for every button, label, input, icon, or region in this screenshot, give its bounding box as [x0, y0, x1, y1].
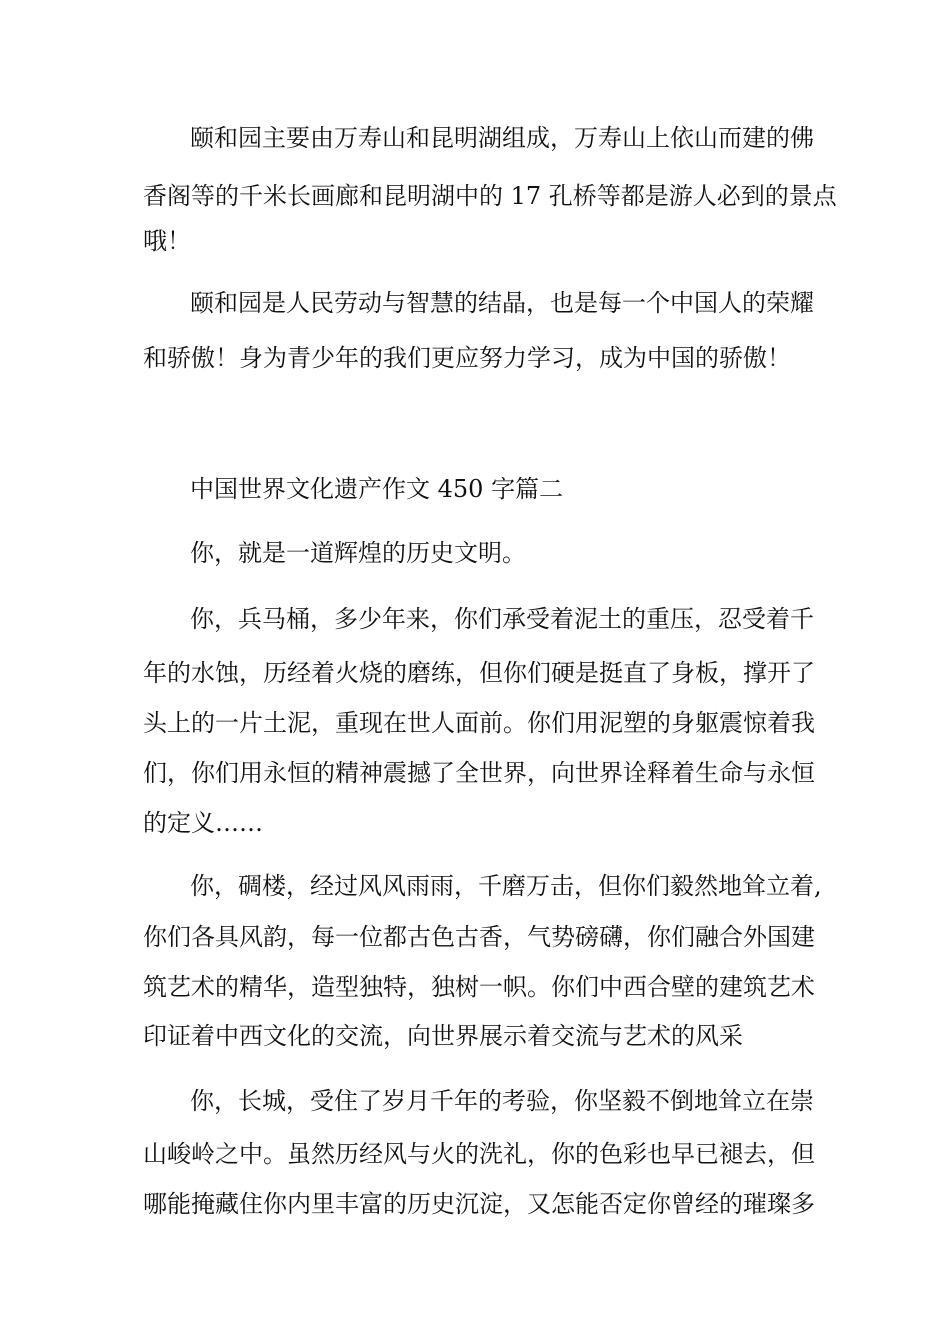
paragraph-1-line-1: 颐和园主要由万寿山和昆明湖组成，万寿山上依山而建的佛	[190, 124, 814, 152]
paragraph-5-line-2: 你们各具风韵，每一位都古色古香，气势磅礴，你们融合外国建	[143, 923, 815, 951]
paragraph-5-line-3: 筑艺术的精华，造型独特，独树一帜。你们中西合壁的建筑艺术	[143, 973, 815, 1001]
paragraph-5-line-1: 你，碉楼，经过风风雨雨，千磨万击，但你们毅然地耸立着,	[190, 872, 822, 900]
paragraph-6-line-3: 哪能掩藏住你内里丰富的历史沉淀，又怎能否定你曾经的璀璨多	[143, 1190, 815, 1218]
paragraph-2-line-2: 和骄傲！身为青少年的我们更应努力学习，成为中国的骄傲！	[143, 344, 791, 372]
paragraph-2-line-1: 颐和园是人民劳动与智慧的结晶，也是每一个中国人的荣耀	[190, 289, 814, 317]
paragraph-4-line-4: 们，你们用永恒的精神震撼了全世界，向世界诠释着生命与永恒	[143, 759, 815, 787]
paragraph-1-line-3: 哦！	[143, 227, 191, 255]
paragraph-4-line-1: 你，兵马桶，多少年来，你们承受着泥土的重压，忍受着千	[190, 605, 814, 633]
paragraph-5-line-4: 印证着中西文化的交流，向世界展示着交流与艺术的风采	[143, 1022, 743, 1050]
section-heading: 中国世界文化遗产作文 450 字篇二	[190, 475, 564, 503]
paragraph-4-line-3: 头上的一片土泥，重现在世人面前。你们用泥塑的身躯震惊着我	[143, 709, 815, 737]
paragraph-6-line-1: 你，长城，受住了岁月千年的考验，你坚毅不倒地耸立在崇	[190, 1087, 814, 1115]
paragraph-4-line-2: 年的水蚀，历经着火烧的磨练，但你们硬是挺直了身板，撑开了	[143, 659, 815, 687]
paragraph-6-line-2: 山峻岭之中。虽然历经风与火的洗礼，你的色彩也早已褪去，但	[143, 1140, 815, 1168]
paragraph-1-line-2: 香阁等的千米长画廊和昆明湖中的 17 孔桥等都是游人必到的景点	[143, 182, 837, 210]
paragraph-4-line-5: 的定义……	[143, 809, 263, 837]
paragraph-3-line-1: 你，就是一道辉煌的历史文明。	[190, 539, 526, 567]
